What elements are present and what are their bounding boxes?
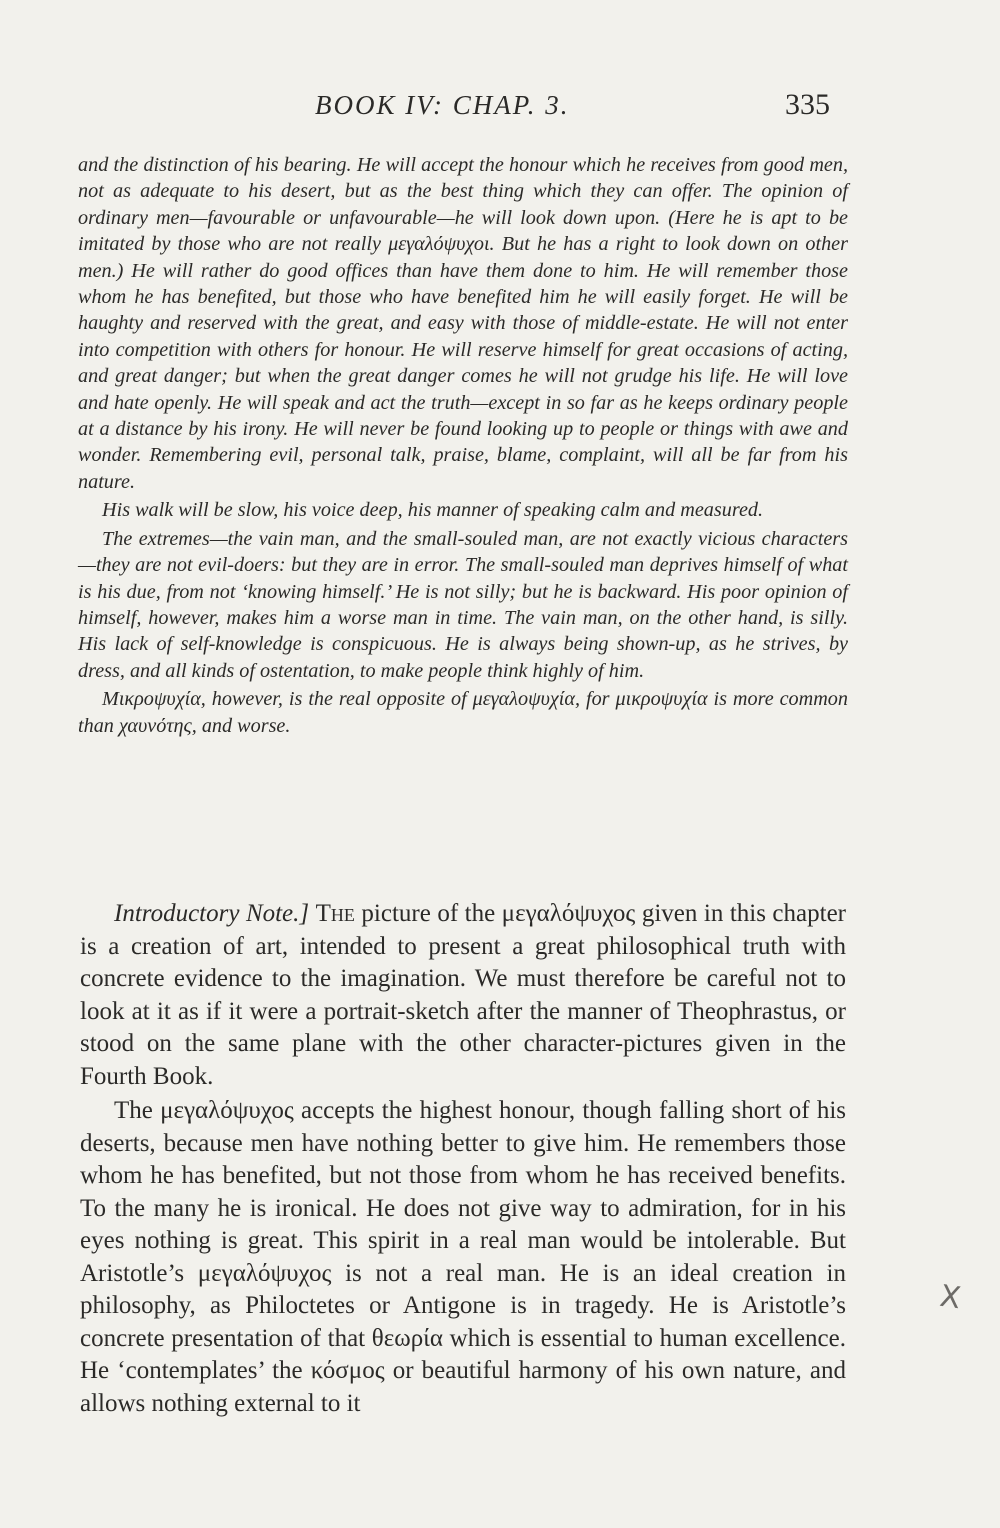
page-number: 335 [785, 88, 830, 121]
chapter-summary [78, 152, 848, 739]
introductory-note [80, 898, 846, 1420]
note-paragraph-1 [80, 898, 846, 1093]
summary-paragraph-4: Μικροψυχία, however, is the real opposite of μεγαλοψυχία, for μικροψυχία is more common than χαυνότης, and worse. [78, 688, 848, 737]
note-paragraph-1-text: picture of the μεγαλόψυχος given in this chapter is a creation of art, intended to present a great philosophical truth with concrete evidence to the imagination. We must therefore be careful not to look at it as if it were a portrait-sketch after the manner of Theophrastus, or stood on the same plane with the other character-pictures given in the Fourth Book. [80, 900, 846, 1090]
note-label: Introductory Note.] [114, 900, 310, 927]
margin-pencil-mark: X [937, 1278, 963, 1317]
summary-paragraph-1: and the distinction of his bearing. He will accept the honour which he receives from good men, not as adequate to his desert, but as the best thing which they can offer. The opinion of ordinary men—favourable or unfavourable—he will look down upon. (Here he is apt to be imitated by those who are not really μεγαλόψυχοι. But he has a right to look down on other men.) He will rather do good offices than have them done to him. He will remember those whom he has benefited, but those who have benefited him he will easily forget. He will be haughty and reserved with the great, and easy with those of middle-estate. He will not enter into competition with others for honour. He will reserve himself for great occasions of acting, and great danger; but when the great danger comes he will not grudge his life. He will love and hate openly. He will speak and act the truth—except in so far as he keeps ordinary people at a distance by his irony. He will never be found looking up to people or things with awe and wonder. Remembering evil, personal talk, praise, blame, complaint, will all be far from his nature. [78, 154, 848, 493]
note-paragraph-2: The μεγαλόψυχος accepts the highest honour, though falling short of his deserts, because men have nothing better to give him. He remembers those whom he has benefited, but not those from whom he has received benefits. To the many he is ironical. He does not give way to admiration, for in his eyes nothing is great. This spirit in a real man would be intolerable. But Aristotle’s μεγαλόψυχος is not a real man. He is an ideal creation in philosophy, as Philoctetes or Antigone is in tragedy. He is Aristotle’s concrete presentation of that θεωρία which is essential to human excellence. He ‘contemplates’ the κόσμος or beautiful harmony of his own nature, and allows nothing external to it [80, 1097, 846, 1417]
running-title: BOOK IV: CHAP. 3. [315, 90, 570, 120]
summary-paragraph-2: His walk will be slow, his voice deep, his manner of speaking calm and measured. [102, 499, 764, 522]
running-head [0, 90, 1000, 134]
summary-paragraph-3: The extremes—the vain man, and the small-souled man, are not exactly vicious characters—they are not evil-doers: but they are in error. The small-souled man deprives himself of what is his due, from not ‘knowing himself.’ He is not silly; but he is backward. His poor opinion of himself, however, makes him a worse man in time. The vain man, on the other hand, is silly. His lack of self-knowledge is conspicuous. He is always being shown-up, as he strives, by dress, and all kinds of ostentation, to make people think highly of him. [78, 527, 848, 682]
note-lead-word: The [315, 900, 355, 927]
